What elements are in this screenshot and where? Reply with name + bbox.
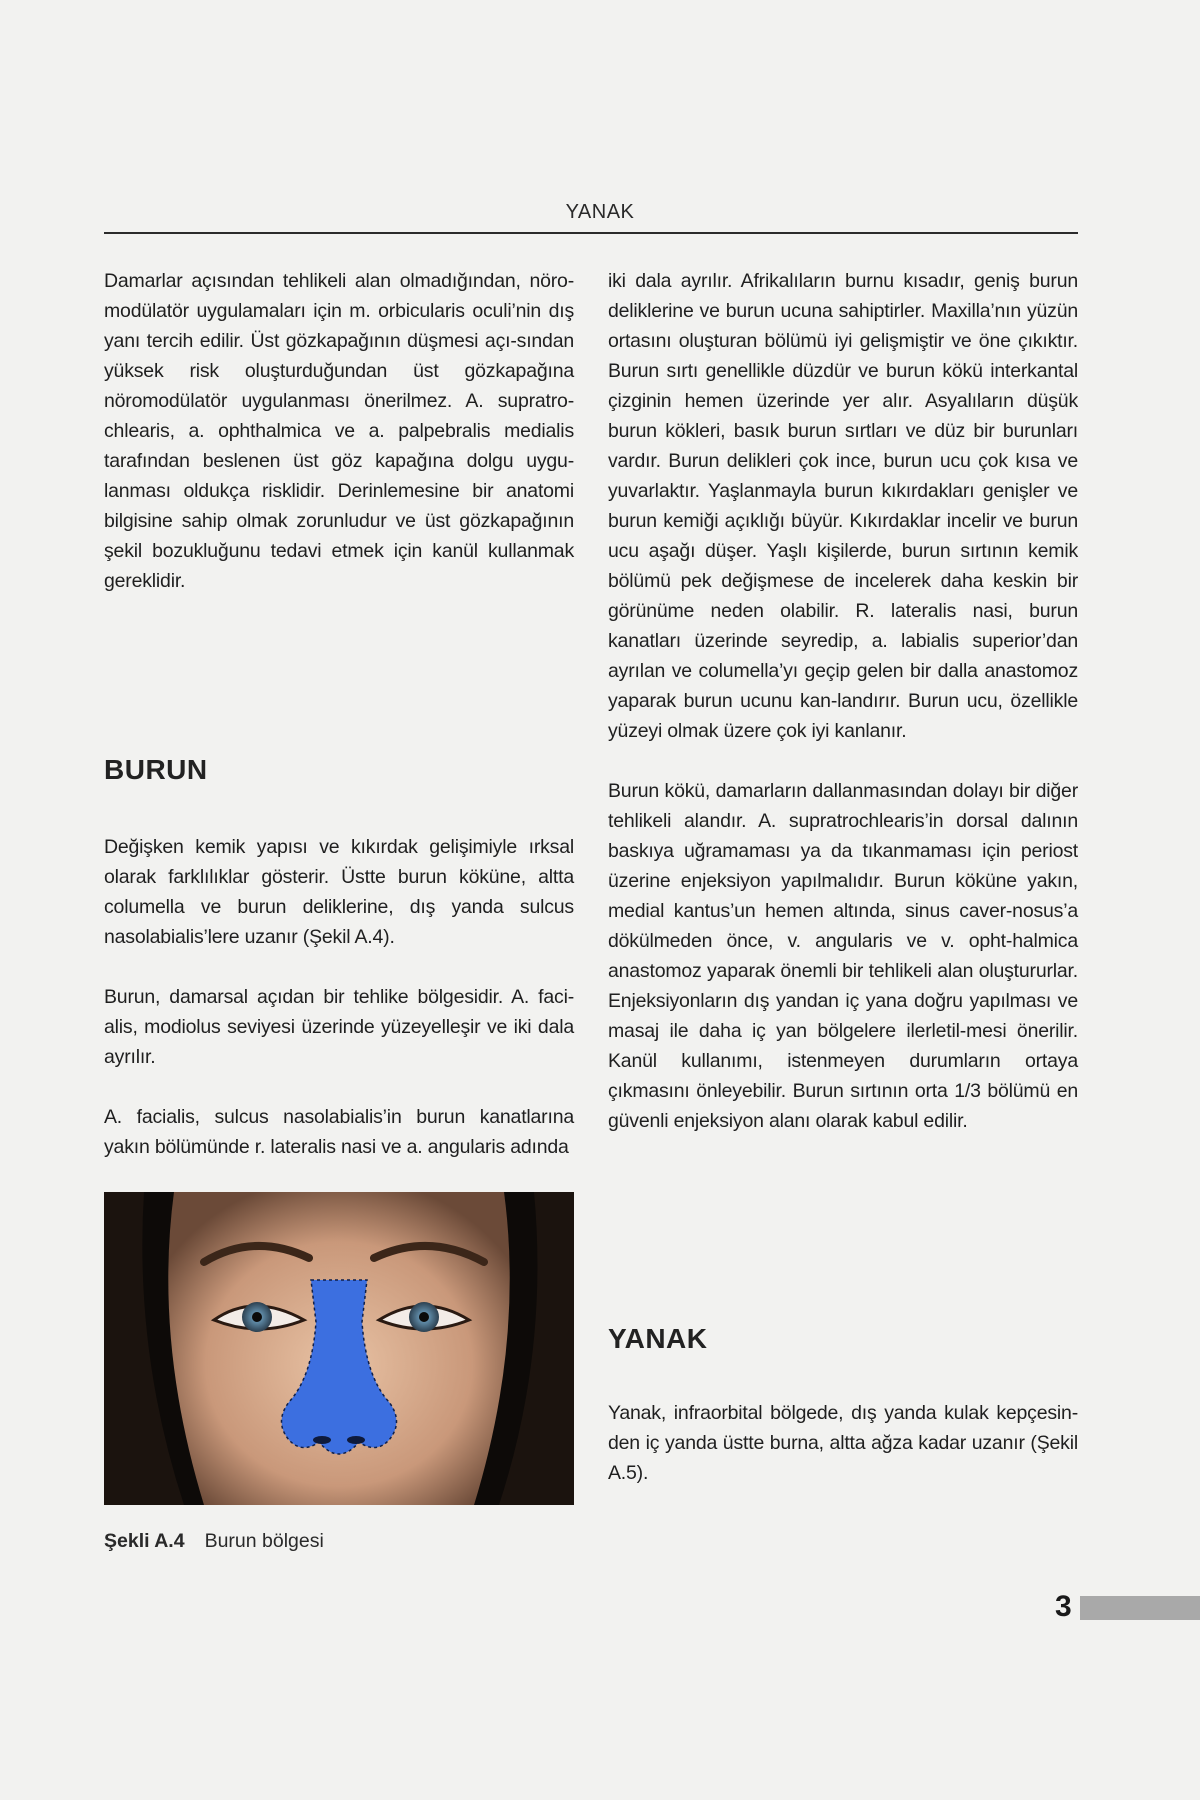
right-nostril bbox=[347, 1436, 365, 1444]
section-title-yanak: YANAK bbox=[608, 1323, 708, 1354]
left-column bbox=[104, 266, 574, 596]
right-paragraph-1: iki dala ayrılır. Afrikalıların burnu kısadır, geniş burun deliklerine ve burun ucuna sahiptirler. Maxilla’nın yüzün ortasını oluşturan bölümü iyi gelişmiştir ve öne çıkıktır. Burun sırtı genellikle düzdür ve burun kökü interkantal çizginin hemen üzerinde yer alır. Asyalıların düşük burun kökleri, basık burun sırtları ve düz bir burunları vardır. Burun delikleri çok ince, burun ucu çok kısa ve yuvarlaktır. Yaşlanmayla burun kıkırdakları genişler ve burun kemiği açıklığı büyür. Kıkırdaklar incelir ve burun ucu aşağı düşer. Yaşlı kişilerde, burun sırtının kemik bölümü pek değişmese de incelerek daha keskin bir görünüme neden olabilir. R. lateralis nasi, burun kanatları üzerinde seyredip, a. labialis superior’dan ayrılan ve columella’yı geçip gelen bir dalla anastomoz yaparak burun ucunu kan-landırır. Burun ucu, özellikle yüzeyi olmak üzere çok iyi kanlanır. bbox=[608, 270, 1078, 742]
section-title-burun: BURUN bbox=[104, 754, 208, 785]
header-rule bbox=[104, 232, 1078, 234]
figure-caption bbox=[104, 1530, 324, 1553]
page-number: 3 bbox=[1055, 1590, 1072, 1623]
left-nostril bbox=[313, 1436, 331, 1444]
yanak-paragraph: Yanak, infraorbital bölgede, dış yanda kulak kepçesin-den iç yanda üstte burna, altta ağza kadar uzanır (Şekil A.5). bbox=[608, 1402, 1078, 1484]
right-paragraph-2: Burun kökü, damarların dallanmasından dolayı bir diğer tehlikeli alandır. A. supratrochlearis’in dorsal dalının baskıya uğramaması ya da tıkanmaması için periost üzerine enjeksiyon yapılmalıdır. Burun köküne yakın, medial kantus’un hemen altında, sinus caver-nosus’a dökülmeden önce, v. angularis ve v. opht-halmica anastomoz yaparak önemli bir tehlikeli alan oluştururlar. Enjeksiyonların dış yandan iç yana doğru yapılması ve masaj ile daha iç yan bölgelere ilerletil-mesi önerilir. Kanül kullanımı, istenmeyen durumların ortaya çıkmasını önleyebilir. Burun sırtının orta 1/3 bölümü en güvenli enjeksiyon alanı olarak kabul edilir. bbox=[608, 780, 1078, 1132]
caption-label: Şekli A.4 bbox=[104, 1530, 185, 1552]
nose-region-figure bbox=[104, 1192, 574, 1505]
right-pupil bbox=[419, 1312, 429, 1322]
caption-text: Burun bölgesi bbox=[204, 1530, 324, 1552]
burun-paragraph-1: Değişken kemik yapısı ve kıkırdak gelişimiyle ırksal olarak farklılıklar gösterir. Üstte burun köküne, altta columella ve burun deliklerine, dış yanda sulcus nasolabialis’lere uzanır (Şekil A.4). bbox=[104, 836, 574, 948]
burun-paragraph-2: Burun, damarsal açıdan bir tehlike bölgesidir. A. faci-alis, modiolus seviyesi üzerinde yüzeyelleşir ve iki dala ayrılır. bbox=[104, 986, 574, 1068]
page-number-bar bbox=[1080, 1596, 1200, 1620]
intro-paragraph: Damarlar açısından tehlikeli alan olmadığından, nöro-modülatör uygulamaları için m. orbicularis oculi’nin dış yanı tercih edilir. Üst gözkapağının düşmesi açı-sından yüksek risk oluşturduğundan üst gözkapağına nöromodülatör uygulanması önerilmez. A. supratro-chlearis, a. ophthalmica ve a. palpebralis medialis tarafından beslenen üst göz kapağına dolgu uygu-lanması oldukça risklidir. Derinlemesine bir anatomi bilgisine sahip olmak zorunludur ve üst gözkapağının şekil bozukluğunu tedavi etmek için kanül kullanmak gereklidir. bbox=[104, 270, 574, 592]
burun-paragraph-3: A. facialis, sulcus nasolabialis’in burun kanatlarına yakın bölümünde r. lateralis nasi ve a. angularis adında bbox=[104, 1106, 574, 1158]
face-illustration bbox=[104, 1192, 574, 1505]
running-head: YANAK bbox=[565, 201, 635, 223]
left-pupil bbox=[252, 1312, 262, 1322]
burun-text bbox=[104, 832, 574, 1162]
right-column bbox=[608, 266, 1078, 1136]
yanak-text bbox=[608, 1398, 1078, 1488]
